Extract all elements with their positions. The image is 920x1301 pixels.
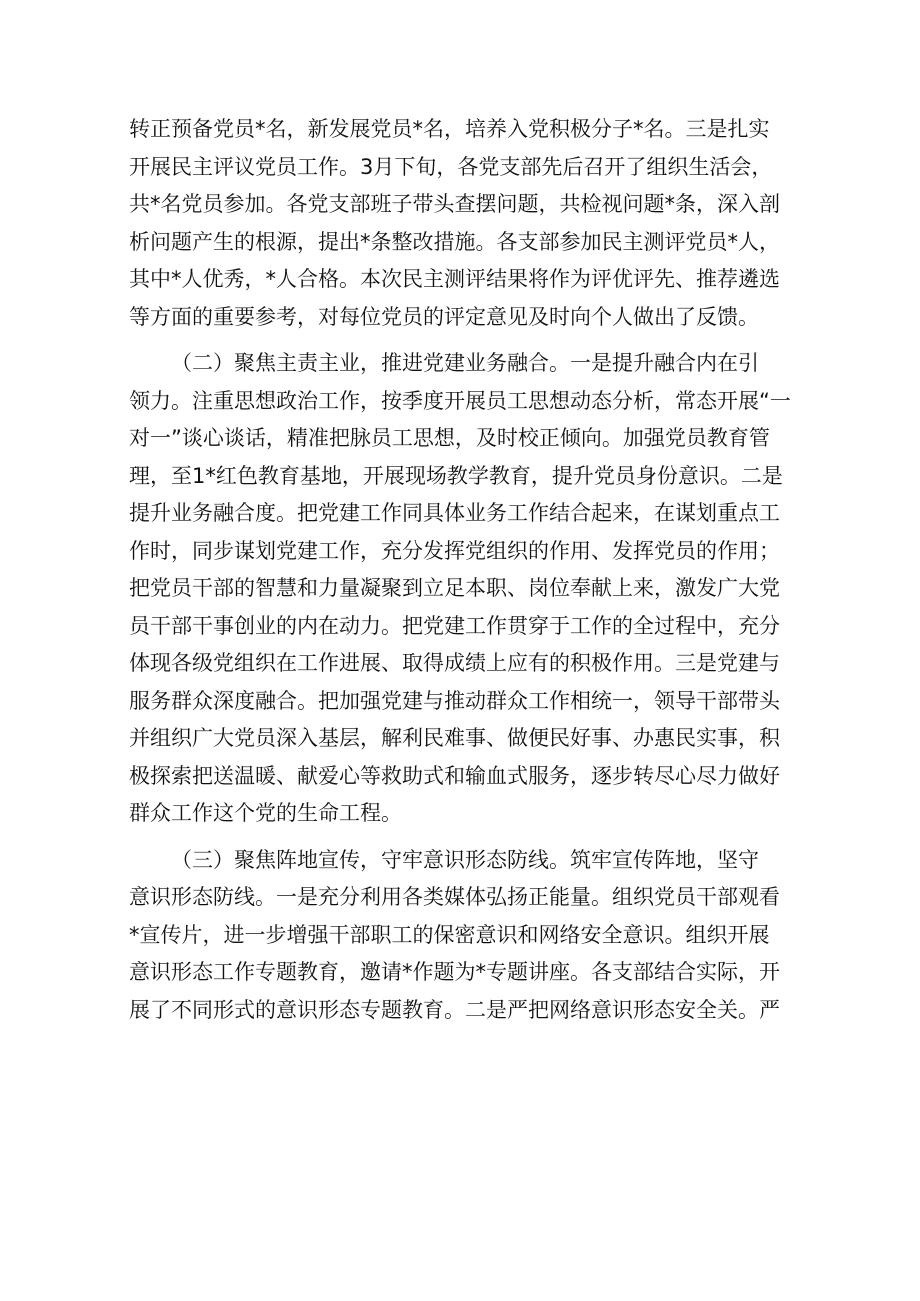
text-line: 共*名党员参加。各党支部班子带头查摆问题，共检视问题*条，深入剖 — [129, 192, 780, 216]
text-line: 意识形态工作专题教育，邀请*作题为*专题讲座。各支部结合实际，开 — [129, 960, 780, 984]
text-line: 展了不同形式的意识形态专题教育。二是严把网络意识形态安全关。严 — [129, 997, 780, 1022]
text-line: 理，至1*红色教育基地，开展现场教学教育，提升党员身份意识。二是 — [129, 463, 783, 488]
text-line: 提升业务融合度。把党建工作同具体业务工作结合起来，在谋划重点工 — [129, 501, 780, 525]
text-line: 意识形态防线。一是充分利用各类媒体弘扬正能量。组织党员干部观看 — [129, 885, 780, 909]
section-heading-line: （二）聚焦主责主业，推进党建业务融合。一是提升融合内在引 — [171, 351, 759, 375]
text-line: 极探索把送温暖、献爱心等救助式和输血式服务，逐步转尽心尽力做好 — [129, 763, 780, 788]
text-line: 作时，同步谋划党建工作，充分发挥党组织的作用、发挥党员的作用； — [129, 538, 780, 563]
text-line: 体现各级党组织在工作进展、取得成绩上应有的积极作用。三是党建与 — [129, 651, 780, 675]
document-body — [129, 111, 801, 1029]
section-heading-line: （三）聚焦阵地宣传，守牢意识形态防线。筑牢宣传阵地，坚守 — [171, 847, 759, 872]
text-line: 服务群众深度融合。把加强党建与推动群众工作相统一，领导干部带头 — [129, 688, 780, 713]
text-line: 并组织广大党员深入基层，解利民难事、做便民好事、办惠民实事，积 — [129, 726, 780, 750]
text-line: 等方面的重要参考，对每位党员的评定意见及时向个人做出了反馈。 — [129, 304, 759, 329]
text-line: 转正预备党员*名，新发展党员*名，培养入党积极分子*名。三是扎实 — [129, 117, 770, 141]
paragraph-2 — [129, 345, 801, 833]
text-line: 开展民主评议党员工作。3月下旬，各党支部先后召开了组织生活会， — [129, 154, 773, 179]
text-line: 析问题产生的根源，提出*条整改措施。各支部参加民主测评党员*人， — [129, 229, 780, 254]
text-line: 对一”谈心谈话，精准把脉员工思想，及时校正倾向。加强党员教育管 — [129, 426, 770, 450]
paragraph-1 — [129, 111, 801, 336]
text-line: 其中*人优秀，*人合格。本次民主测评结果将作为评优评先、推荐遴选 — [129, 267, 780, 291]
text-line: 群众工作这个党的生命工程。 — [129, 801, 402, 825]
paragraph-3 — [129, 842, 801, 1030]
text-line: 领力。注重思想政治工作，按季度开展员工思想动态分析，常态开展“一 — [129, 388, 791, 413]
text-line: 员干部干事创业的内在动力。把党建工作贯穿于工作的全过程中，充分 — [129, 613, 780, 638]
text-line: *宣传片，进一步增强干部职工的保密意识和网络安全意识。组织开展 — [129, 922, 770, 947]
text-line: 把党员干部的智慧和力量凝聚到立足本职、岗位奉献上来，激发广大党 — [129, 576, 780, 600]
